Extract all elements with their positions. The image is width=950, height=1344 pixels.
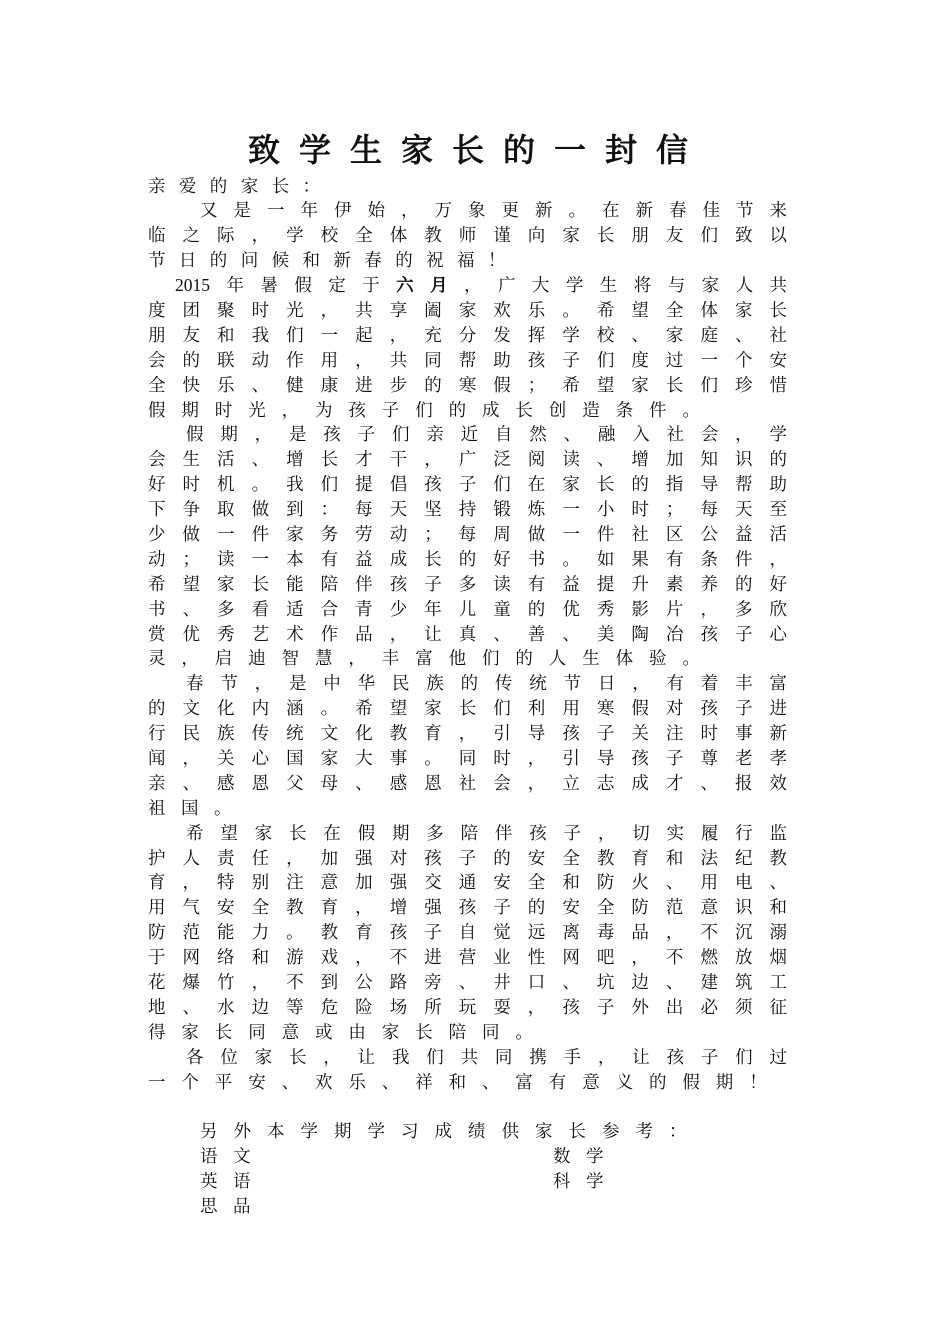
text-line: 会生活、增长才干，广泛阅读、增加知识的 (148, 449, 787, 470)
subject-label: 数学 (553, 1146, 619, 1167)
paragraph (148, 422, 787, 671)
subject-label: 科学 (553, 1171, 619, 1192)
subject-label: 语文 (200, 1146, 266, 1167)
text-line: 闻，关心国家大事。同时，引导孩子尊老孝 (148, 747, 787, 768)
text-line: 祖国。 (148, 797, 247, 818)
text-segment: ，广大学生将与家人共 (464, 275, 788, 296)
text-line: 亲、感恩父母、感恩社会，立志成才、报效 (148, 772, 787, 793)
text-line: 书、多看适合青少年儿童的优秀影片，多欣 (148, 598, 787, 619)
paragraph (148, 1045, 787, 1095)
text-line: 又是一年伊始，万象更新。在新春佳节来 (200, 200, 787, 221)
text-line: 于网络和游戏，不进营业性网吧，不燃放烟 (148, 947, 787, 968)
text-line: 假期，是孩子们亲近自然、融入社会，学 (186, 424, 787, 445)
text-line: 朋友和我们一起，充分发挥学校、家庭、社 (148, 324, 787, 345)
paragraph (148, 273, 787, 422)
text-line: 地、水边等危险场所玩耍，孩子外出必须征 (148, 996, 787, 1017)
text-line: 希望家长能陪伴孩子多读有益提升素养的好 (148, 573, 787, 594)
text-line: 好时机。我们提倡孩子们在家长的指导帮助 (148, 474, 787, 495)
text-line: 赏优秀艺术作品，让真、善、美陶冶孩子心 (148, 623, 787, 644)
text-line: 下争取做到：每天坚持锻炼一小时；每天至 (148, 499, 787, 520)
text-line: 一个平安、欢乐、祥和、富有意义的假期！ (148, 1071, 783, 1092)
text-segment: 2015年暑假定于 (175, 275, 397, 296)
grades-note: 另外本学期学习成绩供家长参考： (200, 1121, 703, 1142)
letter-title: 致学生家长的一封信 (248, 131, 688, 169)
letter-body (148, 174, 787, 1219)
text-line: 希望家长在假期多陪伴孩子，切实履行监 (186, 822, 787, 843)
grade-row (148, 1194, 787, 1219)
text-line: 少做一件家务劳动；每周做一件社区公益活 (148, 523, 787, 544)
grade-row (148, 1169, 787, 1194)
text-line: 得家长同意或由家长陪同。 (148, 1021, 549, 1042)
text-line: 防范能力。教育孩子自觉远离毒品，不沉溺 (148, 922, 787, 943)
grade-row (148, 1144, 787, 1169)
paragraph (148, 198, 787, 273)
emphasis-text: 六月 (396, 275, 465, 296)
paragraph (148, 671, 787, 820)
text-line: 用气安全教育，增强孩子的安全防范意识和 (148, 897, 787, 918)
greeting: 亲爱的家长： (148, 175, 334, 196)
paragraph (148, 821, 787, 1045)
text-line: 花爆竹，不到公路旁、井口、坑边、建筑工 (148, 972, 787, 992)
text-line: 灵，启迪智慧，丰富他们的人生体验。 (148, 648, 716, 669)
subject-label: 英语 (200, 1171, 266, 1192)
text-line: 的文化内涵。希望家长们利用寒假对孩子进 (148, 698, 787, 719)
text-line: 育，特别注意加强交通安全和防火、用电、 (148, 872, 787, 893)
text-line: 度团聚时光，共享阖家欢乐。希望全体家长 (148, 299, 787, 320)
text-line: 临之际，学校全体教师谨向家长朋友们致以 (148, 225, 787, 246)
text-line: 全快乐、健康进步的寒假；希望家长们珍惜 (148, 374, 787, 395)
text-line: 各位家长，让我们共同携手，让孩子们过 (186, 1046, 787, 1067)
text-line: 行民族传统文化教育，引导孩子关注时事新 (148, 723, 787, 744)
text-line: 节日的问候和新春的祝福！ (148, 250, 519, 271)
text-line: 假期时光，为孩子们的成长创造条件。 (148, 399, 716, 420)
text-line: 春节，是中华民族的传统节日，有着丰富 (186, 673, 787, 694)
text-line: 护人责任，加强对孩子的安全教育和法纪教 (148, 847, 787, 868)
text-line: 会的联动作用，共同帮助孩子们度过一个安 (148, 349, 787, 370)
subject-label: 思品 (200, 1196, 266, 1217)
text-line: 动；读一本有益成长的好书。如果有条件， (148, 548, 787, 569)
text-line (148, 273, 787, 298)
